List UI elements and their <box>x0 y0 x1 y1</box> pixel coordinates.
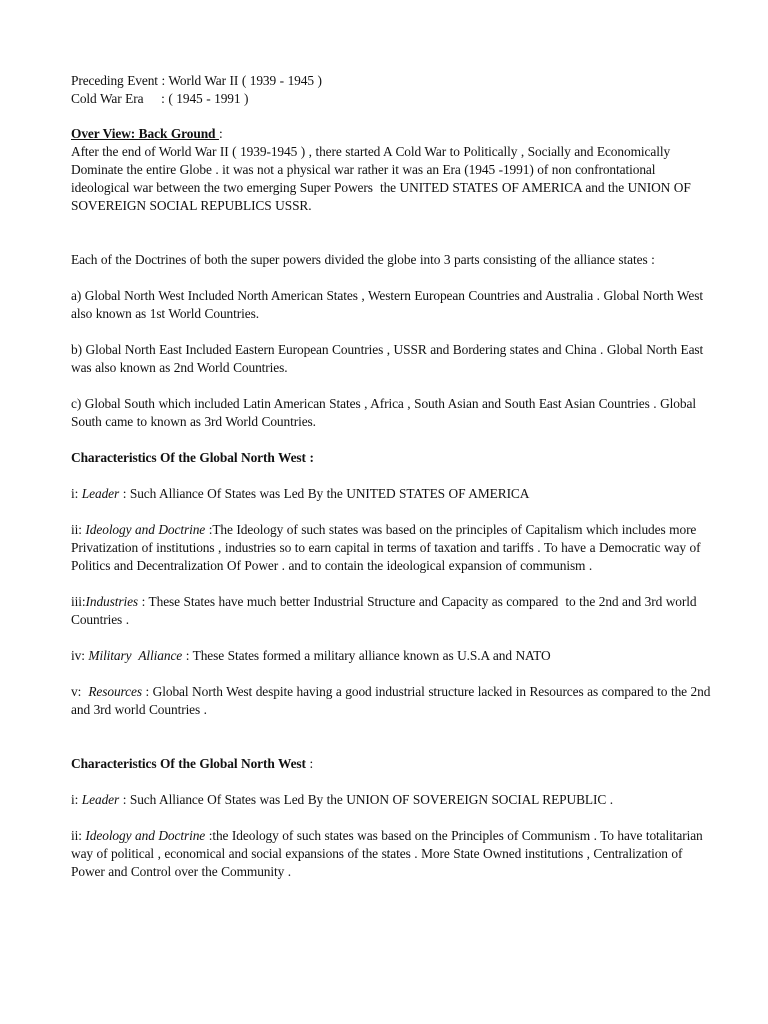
doctrine-part-c: c) Global South which included Latin American States , Africa , South Asian and South East Asian Countries . Global South came to known as 3rd World Countries. <box>71 396 700 429</box>
cold-war-era-line: Cold War Era : ( 1945 - 1991 ) <box>71 91 249 106</box>
section1-item-ideology <box>71 521 711 575</box>
section2-heading-colon: : <box>305 756 314 771</box>
item-text: : Such Alliance Of States was Led By the UNITED STATES OF AMERICA <box>119 486 530 501</box>
section1-item-leader <box>71 485 711 503</box>
item-prefix: iii: <box>71 594 86 609</box>
item-term: Leader <box>81 792 120 807</box>
item-text: :The Ideology of such states was based on the principles of Capitalism which includes more Privatization of institutions , industries so to earn capital in terms of taxation and tariffs . To have a Democratic way of Politics and Decentralization Of Power . and to contain the ideological expansion of communism . <box>71 522 705 573</box>
item-text: : These States have much better Industrial Structure and Capacity as compared to the 2nd and 3rd world Countries . <box>71 594 701 627</box>
item-term: Resources <box>88 684 142 699</box>
item-prefix: i: <box>71 486 82 501</box>
item-term: Industries <box>85 594 139 609</box>
section1-item-industries <box>71 593 711 629</box>
overview-paragraph: After the end of World War II ( 1939-1945 ) , there started A Cold War to Politically , Socially and Economically Dominate the entire Globe . it was not a physical war rather it was an Era (1945 -1991) of non confrontational ideological war between the two emerging Super Powers the UNITED STATES OF AMERICA and the UNION OF SOVEREIGN SOCIAL REPUBLICS USSR. <box>71 144 695 213</box>
section1-heading: Characteristics Of the Global North West : <box>71 450 314 465</box>
section2-heading: Characteristics Of the Global North West <box>71 756 306 771</box>
item-text: : Such Alliance Of States was Led By the UNION OF SOVEREIGN SOCIAL REPUBLIC . <box>119 792 613 807</box>
section2-heading-line <box>71 755 711 773</box>
overview-heading-colon: : <box>218 126 223 141</box>
item-term: Leader <box>81 486 120 501</box>
document-page <box>71 72 714 881</box>
item-term: Ideology and Doctrine <box>85 828 206 843</box>
section2-item-leader <box>71 791 711 809</box>
doctrines-intro: Each of the Doctrines of both the super powers divided the globe into 3 parts consisting of the alliance states : <box>71 252 655 267</box>
item-text: : Global North West despite having a good industrial structure lacked in Resources as compared to the 2nd and 3rd world Countries . <box>71 684 714 717</box>
item-prefix: iv: <box>71 648 89 663</box>
item-text: :the Ideology of such states was based on the Principles of Communism . To have totalitarian way of political , economical and social expansions of the states . More State Owned institutions , Centralization of Power and Control over the Community . <box>71 828 707 879</box>
section2-item-ideology <box>71 827 711 881</box>
doctrine-part-a: a) Global North West Included North American States , Western European Countries and Australia . Global North West also known as 1st World Countries. <box>71 288 707 321</box>
item-text: : These States formed a military alliance known as U.S.A and NATO <box>182 648 551 663</box>
overview-heading: Over View: Back Ground <box>71 126 219 141</box>
item-prefix: i: <box>71 792 82 807</box>
item-prefix: ii: <box>71 522 86 537</box>
section1-item-military <box>71 647 711 665</box>
item-prefix: v: <box>71 684 89 699</box>
item-term: Military Alliance <box>88 648 183 663</box>
item-term: Ideology and Doctrine <box>85 522 206 537</box>
overview-heading-line <box>71 125 711 143</box>
doctrine-part-b: b) Global North East Included Eastern European Countries , USSR and Bordering states and China . Global North East was also known as 2nd World Countries. <box>71 342 707 375</box>
preceding-event-line: Preceding Event : World War II ( 1939 - 1945 ) <box>71 73 322 88</box>
item-prefix: ii: <box>71 828 86 843</box>
section1-item-resources <box>71 683 714 719</box>
